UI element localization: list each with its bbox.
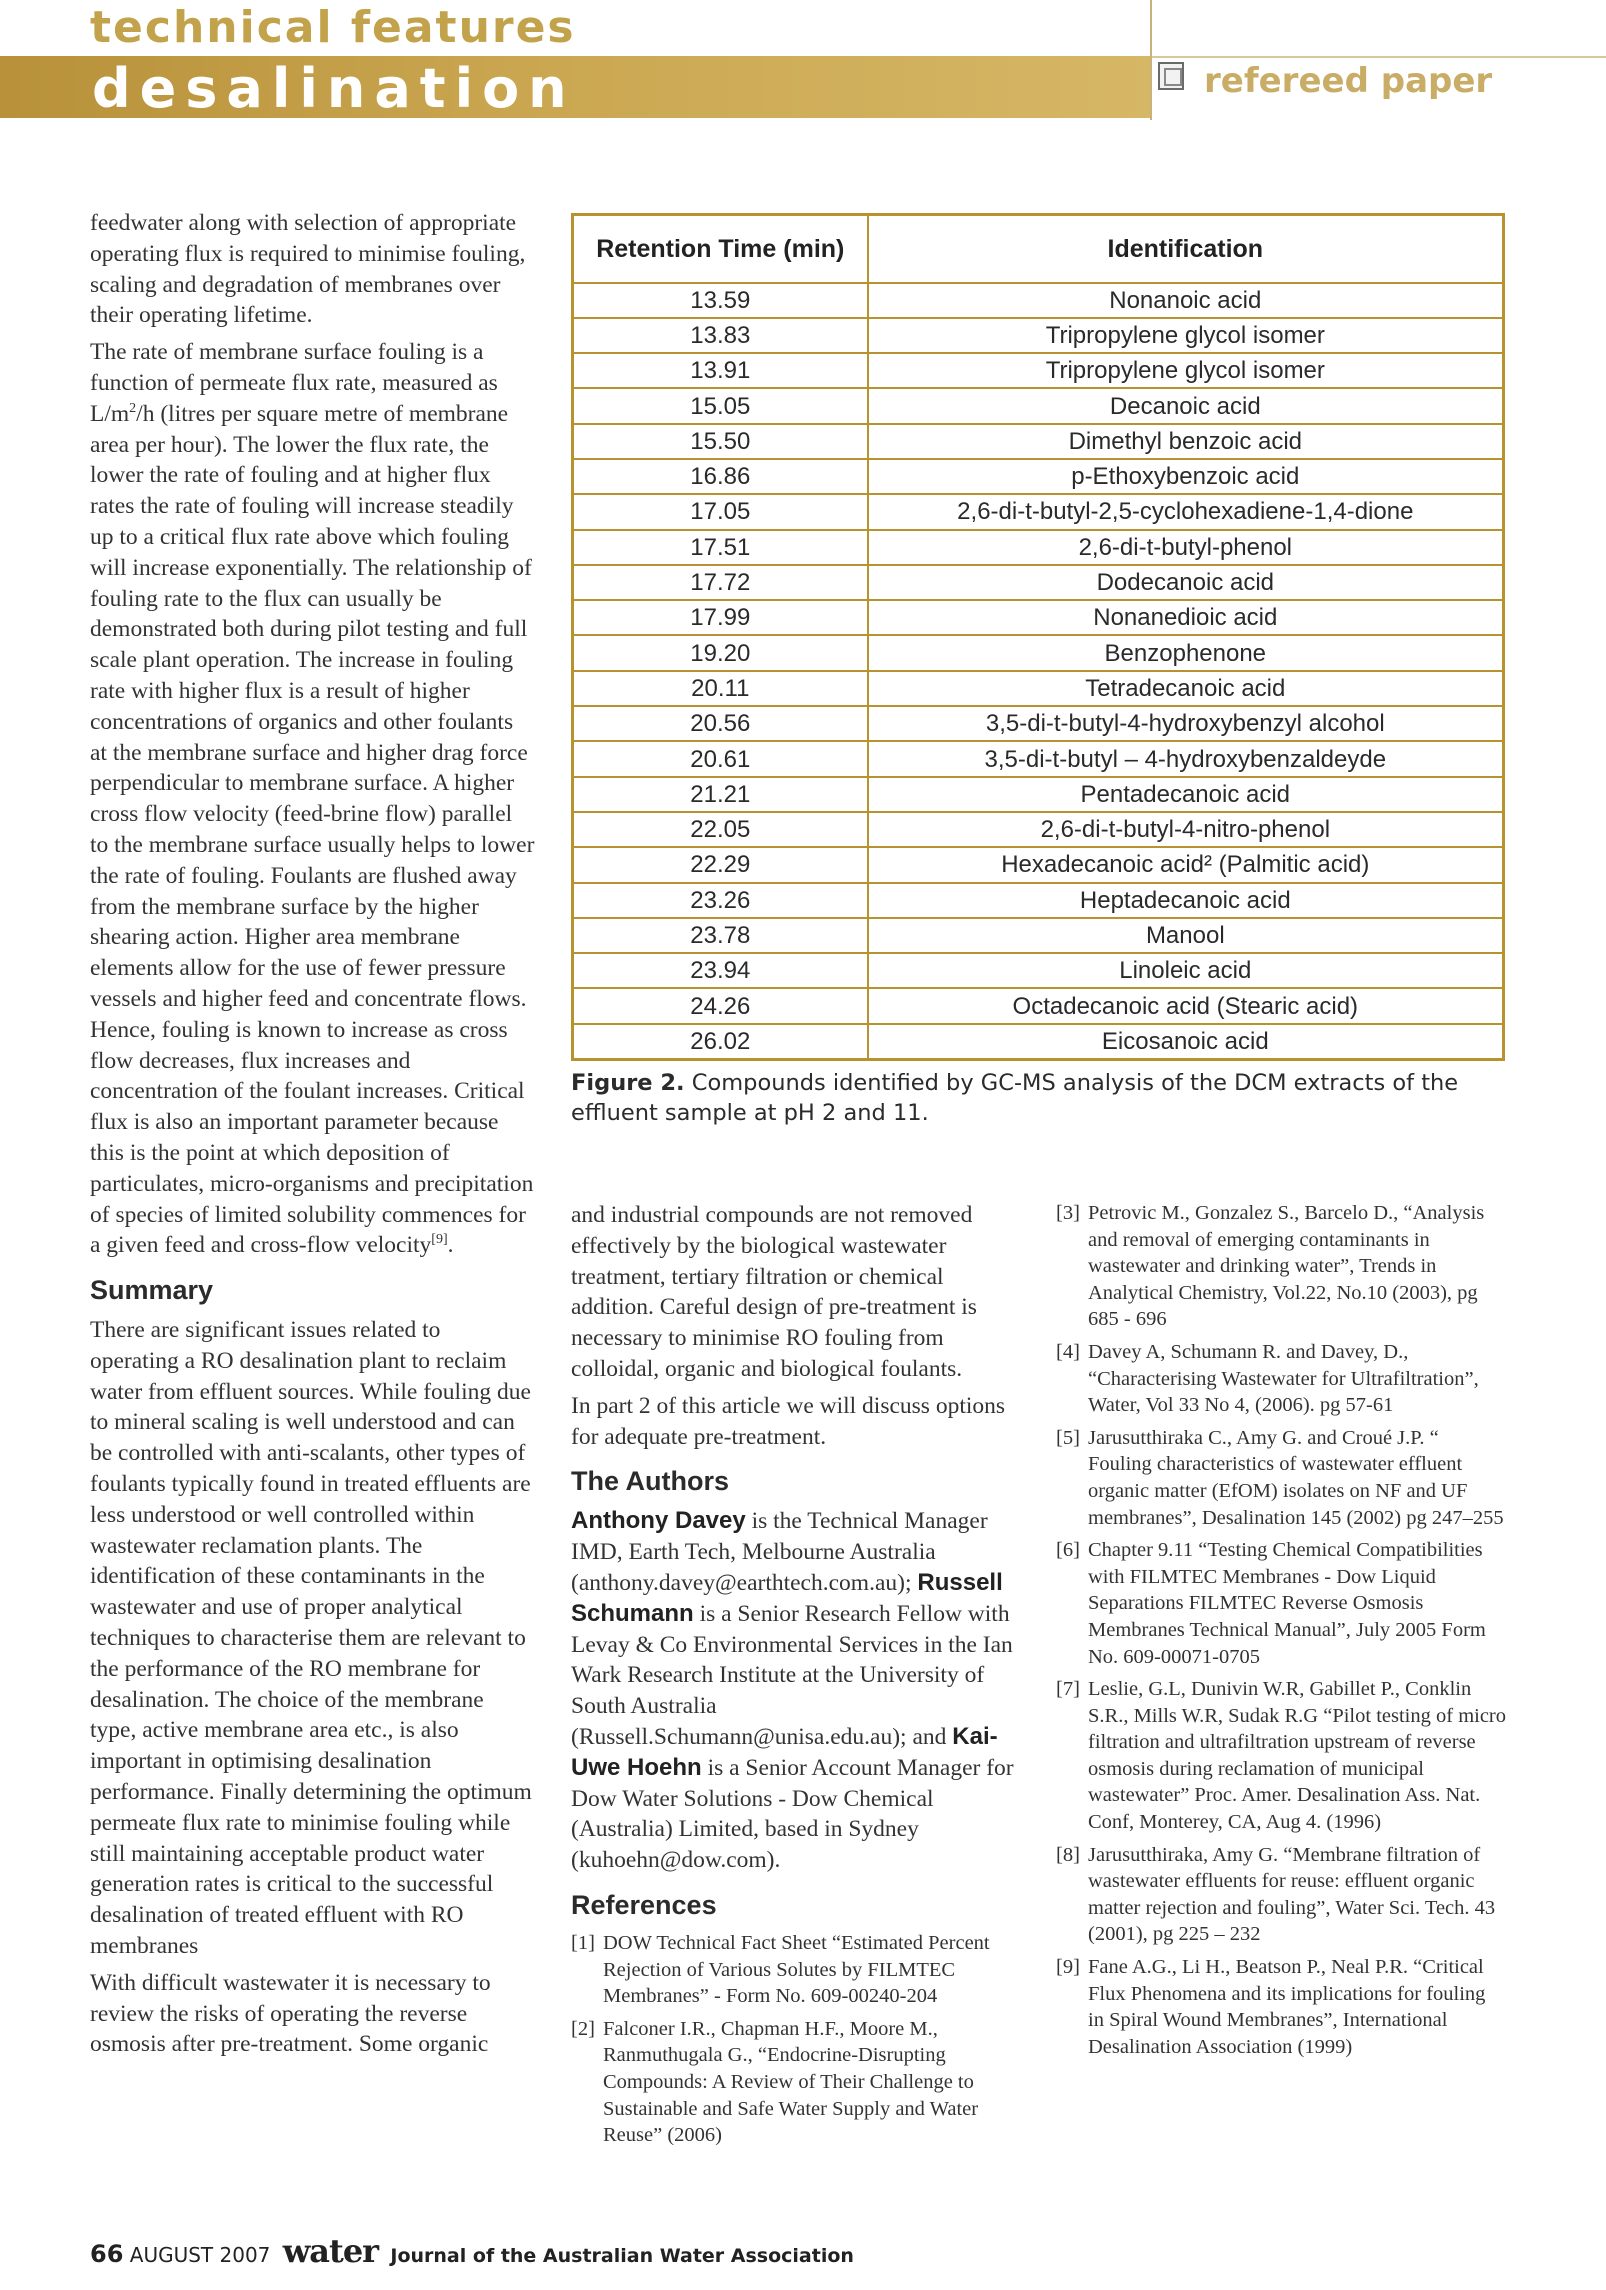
- summary-heading: Summary: [90, 1275, 214, 1306]
- citation-ref: [9]: [431, 1232, 448, 1248]
- issue-date: AUGUST 2007: [129, 2243, 271, 2267]
- authors-heading: The Authors: [571, 1466, 729, 1497]
- identification-cell: Hexadecanoic acid² (Palmitic acid): [868, 847, 1504, 882]
- retention-time-cell: 17.72: [573, 565, 868, 600]
- compounds-table: [571, 213, 1505, 1061]
- reference-item: [5] Jarusutthiraka C., Amy G. and Croué J.P. “ Fouling characteristics of wastewater effluent organic matter (EfOM) isolates on NF and UF membranes”, Desalination 145 (2002) pg 247–255: [1056, 1426, 1504, 1529]
- table-row: [573, 459, 1504, 494]
- retention-time-cell: 23.26: [573, 883, 868, 918]
- author-name: Kai-Uwe Hoehn: [571, 1722, 998, 1781]
- identification-cell: 2,6-di-t-butyl-2,5-cyclohexadiene-1,4-dione: [868, 494, 1504, 529]
- page-number: 66: [90, 2240, 124, 2268]
- page-footer: [90, 2232, 854, 2270]
- table-row: [573, 600, 1504, 635]
- retention-time-cell: 23.78: [573, 918, 868, 953]
- identification-cell: Tetradecanoic acid: [868, 671, 1504, 706]
- identification-cell: Nonanoic acid: [868, 283, 1504, 318]
- identification-cell: Heptadecanoic acid: [868, 883, 1504, 918]
- identification-cell: 3,5-di-t-butyl-4-hydroxybenzyl alcohol: [868, 706, 1504, 741]
- retention-time-cell: 13.59: [573, 283, 868, 318]
- section-label: technical features: [90, 2, 576, 53]
- retention-time-cell: 13.83: [573, 318, 868, 353]
- header-identification: Identification: [868, 215, 1504, 283]
- identification-cell: Tripropylene glycol isomer: [868, 318, 1504, 353]
- table-row: [573, 883, 1504, 918]
- page-title: desalination: [92, 57, 576, 120]
- paragraph-part2: In part 2 of this article we will discuss options for adequate pre-treatment.: [571, 1392, 1006, 1450]
- table-row: [573, 777, 1504, 812]
- magazine-logo: water: [282, 2232, 379, 2270]
- table-row: [573, 530, 1504, 565]
- identification-cell: 3,5-di-t-butyl – 4-hydroxybenzaldeyde: [868, 741, 1504, 776]
- retention-time-cell: 15.05: [573, 388, 868, 423]
- identification-cell: Tripropylene glycol isomer: [868, 353, 1504, 388]
- authors-paragraph: Anthony Davey is the Technical Manager IMD, Earth Tech, Melbourne Australia (anthony.davey@earthtech.com.au); Russell Schumann is a Senior Research Fellow with Levay & Co Environmental Services in the Ian Wark Research Institute at the University of South Australia (Russell.Schumann@unisa.edu.au); and Kai-Uwe Hoehn is a Senior Account Manager for Dow Water Solutions - Dow Chemical (Australia) Limited, based in Sydney (kuhoehn@dow.com).: [571, 1507, 1014, 1874]
- reference-item: [2] Falconer I.R., Chapman H.F., Moore M., Ranmuthugala G., “Endocrine-Disrupting Compounds: A Review of Their Challenge to Sustainable and Safe Water Supply and Water Reuse” (2006): [571, 2017, 979, 2147]
- retention-time-cell: 21.21: [573, 777, 868, 812]
- identification-cell: Eicosanoic acid: [868, 1024, 1504, 1060]
- journal-name: Journal of the Australian Water Association: [390, 2245, 854, 2267]
- references-heading: References: [571, 1889, 717, 1920]
- identification-cell: Octadecanoic acid (Stearic acid): [868, 988, 1504, 1023]
- identification-cell: Nonanedioic acid: [868, 600, 1504, 635]
- table-row: [573, 353, 1504, 388]
- column-right: [1056, 1200, 1506, 2066]
- retention-time-cell: 24.26: [573, 988, 868, 1023]
- retention-time-cell: 19.20: [573, 635, 868, 670]
- column-middle: [571, 1200, 1016, 2155]
- table-row: [573, 1024, 1504, 1060]
- refereed-label: refereed paper: [1204, 61, 1493, 101]
- header-divider: [1150, 0, 1152, 120]
- retention-time-cell: 17.99: [573, 600, 868, 635]
- identification-cell: Pentadecanoic acid: [868, 777, 1504, 812]
- table-header-row: [573, 215, 1504, 283]
- table-row: [573, 988, 1504, 1023]
- reference-item: [1] DOW Technical Fact Sheet “Estimated Percent Rejection of Various Solutes by FILMTEC Membranes” - Form No. 609-00240-204: [571, 1931, 990, 2008]
- identification-cell: 2,6-di-t-butyl-4-nitro-phenol: [868, 812, 1504, 847]
- table-row: [573, 494, 1504, 529]
- paragraph-compounds: and industrial compounds are not removed effectively by the biological wastewater treatment, tertiary filtration or chemical addition. Careful design of pre-treatment is necessary to minimise RO fouling from colloidal, organic and biological foulants.: [571, 1202, 977, 1382]
- retention-time-cell: 22.05: [573, 812, 868, 847]
- reference-item: [3] Petrovic M., Gonzalez S., Barcelo D., “Analysis and removal of emerging contaminants in wastewater and drinking water”, Trends in Analytical Chemistry, Vol.22, No.10 (2003), pg 685 - 696: [1056, 1202, 1485, 1331]
- reference-item: [8] Jarusutthiraka, Amy G. “Membrane filtration of wastewater effluents for reuse: effluent organic matter rejection and fouling”, Water Sci. Tech. 43 (2001), pg 225 – 232: [1056, 1843, 1496, 1946]
- retention-time-cell: 26.02: [573, 1024, 868, 1060]
- retention-time-cell: 17.05: [573, 494, 868, 529]
- table-row: [573, 388, 1504, 423]
- table-row: [573, 318, 1504, 353]
- summary-paragraph-2: With difficult wastewater it is necessary to review the risks of operating the reverse osmosis after pre-treatment. Some organic: [90, 1969, 491, 2058]
- summary-paragraph: There are significant issues related to operating a RO desalination plant to reclaim water from effluent sources. While fouling due to mineral scaling is well understood and can be controlled with anti-scalants, other types of foulants typically found in treated effluents are less understood or well controlled within wastewater reclamation plants. The identification of these contaminants in the wastewater and use of proper analytical techniques to characterise them are relevant to the performance of the RO membrane for desalination. The choice of the membrane type, active membrane area etc., is also important in optimising desalination performance. Finally determining the optimum permeate flux rate to minimise fouling while still maintaining acceptable product water generation rates is critical to the successful desalination of treated effluent with RO membranes: [90, 1317, 532, 1960]
- retention-time-cell: 16.86: [573, 459, 868, 494]
- column-left: [90, 208, 535, 2066]
- reference-item: [9] Fane A.G., Li H., Beatson P., Neal P.R. “Critical Flux Phenomena and its implications for fouling in Spiral Wound Membranes”, International Desalination Association (1999): [1056, 1956, 1486, 2058]
- reference-item: [6] Chapter 9.11 “Testing Chemical Compatibilities with FILMTEC Membranes - Dow Liquid Separations FILMTEC Reverse Osmosis Membranes Technical Manual”, July 2005 Form No. 609-00071-0705: [1056, 1539, 1486, 1668]
- identification-cell: Benzophenone: [868, 635, 1504, 670]
- identification-cell: Dodecanoic acid: [868, 565, 1504, 600]
- table-row: [573, 953, 1504, 988]
- retention-time-cell: 15.50: [573, 424, 868, 459]
- header-retention-time: Retention Time (min): [573, 215, 868, 283]
- identification-cell: 2,6-di-t-butyl-phenol: [868, 530, 1504, 565]
- retention-time-cell: 17.51: [573, 530, 868, 565]
- reference-item: [4] Davey A, Schumann R. and Davey, D., “Characterising Wastewater for Ultrafiltration”, Water, Vol 33 No 4, (2006). pg 57-61: [1056, 1340, 1479, 1417]
- table-row: [573, 283, 1504, 318]
- identification-cell: Manool: [868, 918, 1504, 953]
- table-row: [573, 671, 1504, 706]
- retention-time-cell: 20.56: [573, 706, 868, 741]
- table-row: [573, 741, 1504, 776]
- table-row: [573, 847, 1504, 882]
- paragraph-intro: feedwater along with selection of appropriate operating flux is required to minimise fouling, scaling and degradation of membranes over their operating lifetime.: [90, 210, 526, 329]
- author-name: Anthony Davey: [571, 1507, 746, 1535]
- identification-cell: p-Ethoxybenzoic acid: [868, 459, 1504, 494]
- table-row: [573, 565, 1504, 600]
- table-row: [573, 706, 1504, 741]
- paragraph-flux: The rate of membrane surface fouling is a function of permeate flux rate, measured as $L/m^2/h$ (litres per square metre of membrane area per hour). The lower the flux rate, the lower the rate of fouling and at higher flux rates the rate of fouling will increase steadily up to a critical flux rate above which fouling will increase exponentially. The relationship of fouling rate to the flux can usually be demonstrated both during pilot testing and full scale plant operation. The increase in fouling rate with higher flux is a result of higher concentrations of organics and other foulants at the membrane surface and higher drag force perpendicular to membrane surface. A higher cross flow velocity (feed-brine flow) parallel to the membrane surface usually helps to lower the rate of fouling. Foulants are flushed away from the membrane surface by the higher shearing action. Higher area membrane elements allow for the use of fewer pressure vessels and higher feed and concentrate flows. Hence, fouling is known to increase as cross flow decreases, flux increases and concentration of the foulant increases. Critical flux is also an important parameter because this is the point at which deposition of particulates, micro-organisms and precipitation of species of limited solubility commences for a given feed and cross-flow velocity[9].: [90, 339, 535, 1259]
- reference-item: [7] Leslie, G.L, Dunivin W.R, Gabillet P., Conklin S.R., Mills W.R, Sudak R.G “Pilot testing of micro filtration and ultrafiltration upstream of reverse osmosis during reclamation of municipal wastewater” Proc. Amer. Desalination Ass. Nat. Conf, Monterey, CA, Aug 4. (1996): [1056, 1678, 1507, 1834]
- retention-time-cell: 13.91: [573, 353, 868, 388]
- identification-cell: Decanoic acid: [868, 388, 1504, 423]
- retention-time-cell: 20.61: [573, 741, 868, 776]
- identification-cell: Dimethyl benzoic acid: [868, 424, 1504, 459]
- table-row: [573, 812, 1504, 847]
- table-row: [573, 635, 1504, 670]
- figure-caption: Figure 2. Compounds identified by GC-MS analysis of the DCM extracts of the effluent sample at pH 2 and 11.: [571, 1070, 1459, 1126]
- identification-cell: Linoleic acid: [868, 953, 1504, 988]
- author-name: Russell Schumann: [571, 1568, 1003, 1627]
- retention-time-cell: 20.11: [573, 671, 868, 706]
- retention-time-cell: 23.94: [573, 953, 868, 988]
- table-row: [573, 424, 1504, 459]
- refereed-icon: [1158, 62, 1184, 90]
- retention-time-cell: 22.29: [573, 847, 868, 882]
- table-row: [573, 918, 1504, 953]
